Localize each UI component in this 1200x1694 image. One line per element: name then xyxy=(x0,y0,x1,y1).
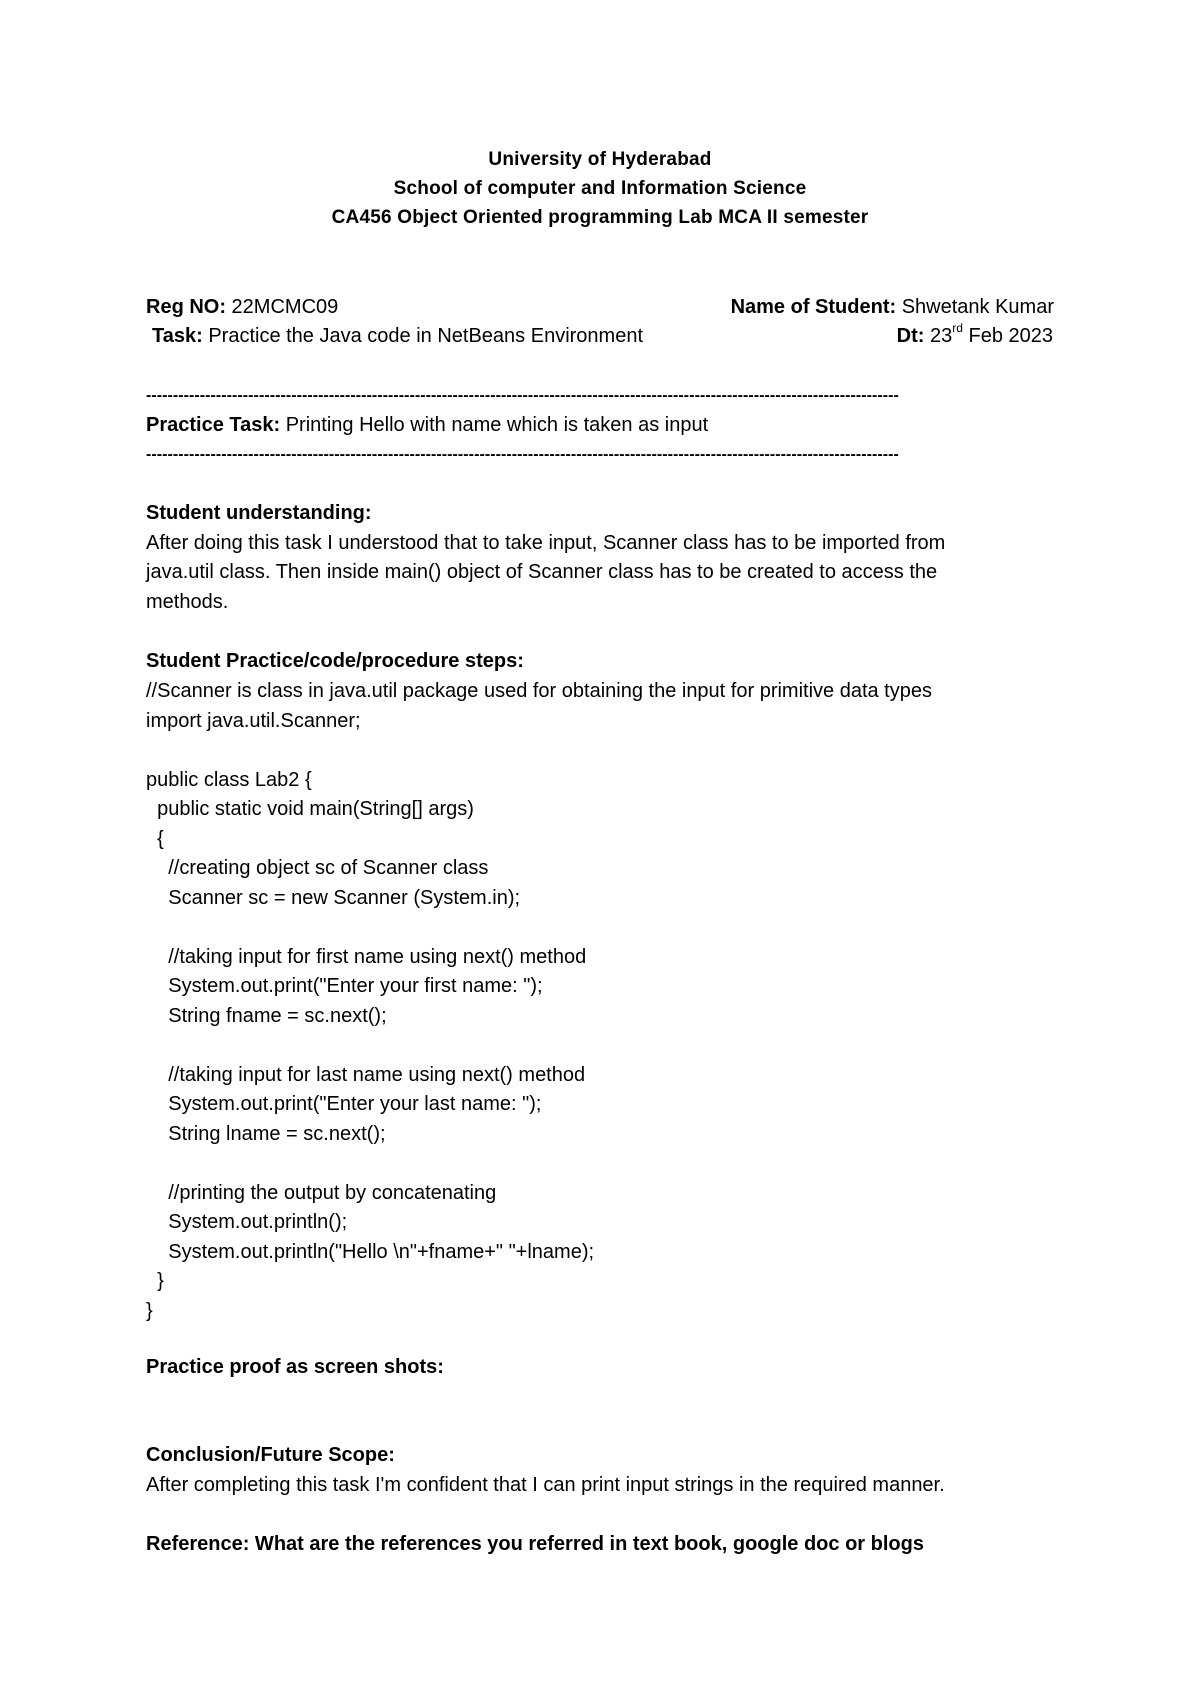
code-line: Scanner sc = new Scanner (System.in); xyxy=(146,887,521,909)
code-line: public static void main(String[] args) xyxy=(146,798,474,820)
code-line: //printing the output by concatenating xyxy=(146,1182,497,1204)
code-line: } xyxy=(146,1270,164,1292)
task-value: Practice the Java code in NetBeans Environment xyxy=(202,325,643,347)
name-value: Shwetank Kumar xyxy=(896,296,1054,318)
conclusion-heading: Conclusion/Future Scope: xyxy=(146,1444,395,1466)
code-line: //creating object sc of Scanner class xyxy=(146,857,489,879)
name-label: Name of Student: xyxy=(730,296,897,318)
task-label: Task: xyxy=(152,325,203,347)
code-line: } xyxy=(146,1300,153,1322)
reg-number xyxy=(146,297,338,317)
university-title: University of Hyderabad xyxy=(488,149,712,170)
code-line: //taking input for first name using next() method xyxy=(146,946,587,968)
procedure-heading: Student Practice/code/procedure steps: xyxy=(146,650,524,672)
date-label: Dt: xyxy=(896,325,925,347)
date xyxy=(896,321,1053,347)
code-line: System.out.print("Enter your first name: "); xyxy=(146,975,543,997)
understanding-line: After doing this task I understood that to take input, Scanner class has to be imported from xyxy=(146,532,946,554)
code-line: System.out.println(); xyxy=(146,1211,348,1233)
task-description xyxy=(152,326,643,346)
understanding-line: methods. xyxy=(146,591,229,613)
code-line: import java.util.Scanner; xyxy=(146,710,361,732)
code-line: System.out.print("Enter your last name: "); xyxy=(146,1093,542,1115)
practice-task-text: Printing Hello with name which is taken as input xyxy=(280,414,709,436)
student-name xyxy=(731,297,1054,317)
separator-line-top: -------------------------------------------------------------------------------------------------------------------------------------------- xyxy=(146,388,899,404)
proof-heading: Practice proof as screen shots: xyxy=(146,1356,444,1378)
practice-task-label: Practice Task: xyxy=(146,414,281,436)
understanding-heading: Student understanding: xyxy=(146,502,372,524)
reg-label: Reg NO: xyxy=(146,296,226,318)
reg-value: 22MCMC09 xyxy=(226,296,339,318)
understanding-line: java.util class. Then inside main() object of Scanner class has to be created to access the xyxy=(146,561,938,583)
code-line: { xyxy=(146,828,164,850)
reference-heading: Reference: What are the references you referred in text book, google doc or blogs xyxy=(146,1533,924,1555)
code-line: System.out.println("Hello \n"+fname+" "+lname); xyxy=(146,1241,595,1263)
school-title: School of computer and Information Science xyxy=(393,178,807,199)
code-line: //Scanner is class in java.util package used for obtaining the input for primitive data types xyxy=(146,680,932,702)
conclusion-text: After completing this task I'm confident that I can print input strings in the required manner. xyxy=(146,1474,945,1496)
code-line: public class Lab2 { xyxy=(146,769,312,791)
separator-line-bottom: -------------------------------------------------------------------------------------------------------------------------------------------- xyxy=(146,447,899,463)
course-title: CA456 Object Oriented programming Lab MCA II semester xyxy=(331,207,869,228)
code-line: String fname = sc.next(); xyxy=(146,1005,387,1027)
date-rest: Feb 2023 xyxy=(962,325,1053,347)
date-day: 23 xyxy=(924,325,953,347)
practice-task xyxy=(146,415,708,435)
date-suffix: rd xyxy=(952,321,963,336)
code-line: //taking input for last name using next() method xyxy=(146,1064,586,1086)
code-line: String lname = sc.next(); xyxy=(146,1123,386,1145)
